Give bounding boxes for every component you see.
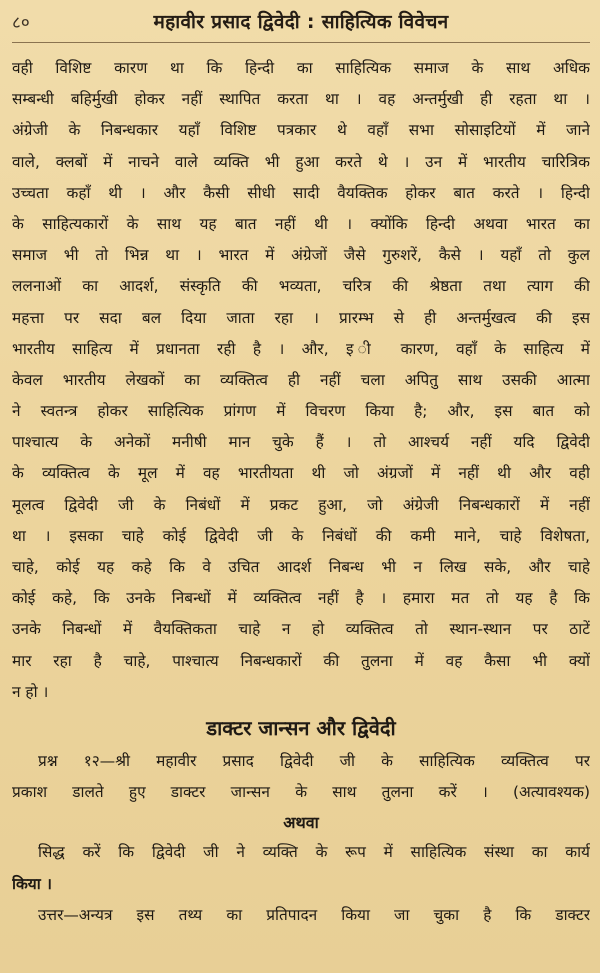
- body-text: [12, 53, 590, 931]
- or-label: अथवा: [283, 813, 319, 833]
- section-heading: डाक्टर जान्सन और द्विवेदी: [206, 715, 396, 740]
- paragraph-line: उनके निबन्धों में वैयक्तिकता चाहे न हो व्यक्तित्व तो स्थान-स्थान पर ठाटें: [12, 620, 590, 639]
- page-header: [12, 8, 590, 43]
- paragraph-line: सम्बन्धी बहिर्मुखी होकर नहीं स्थापित करता था । वह अन्तर्मुखी ही रहता था ।: [12, 90, 590, 109]
- alternate-question-line-2: किया ।: [12, 874, 52, 893]
- paragraph-line: के साहित्यकारों के साथ यह बात नहीं थी । क्योंकि हिन्दी अथवा भारत का: [12, 214, 590, 233]
- paragraph-line: मूलत्व द्विवेदी जी के निबंधों में प्रकट हुआ, जो अंग्रेजी निबन्धकारों में नहीं: [12, 495, 590, 514]
- paragraph-line: अंग्रेजी के निबन्धकार यहाँ विशिष्ट पत्रकार थे वहाँ सभा सोसाइटियों में जाने: [12, 121, 590, 140]
- paragraph-line: भारतीय साहित्य में प्रधानता रही है । और, इ ी कारण, वहाँ के साहित्य में: [12, 339, 590, 358]
- running-head: महावीर प्रसाद द्विवेदी : साहित्यिक विवेचन: [153, 11, 449, 33]
- main-paragraph: [12, 53, 590, 708]
- paragraph-line: के व्यक्तित्व के मूल में वह भारतीयता थी जो अंग्रजों में नहीं थी और वही: [12, 464, 590, 483]
- paragraph-line: था । इसका चाहे कोई द्विवेदी जी के निबंधों की कमी माने, चाहे विशेषता,: [12, 526, 590, 545]
- question-line-1: प्रश्न १२—श्री महावीर प्रसाद द्विवेदी जी के साहित्यिक व्यक्तित्व पर: [38, 751, 590, 770]
- question-line-2: प्रकाश डालते हुए डाक्टर जान्सन के साथ तुलना करें । (अत्यावश्यक): [12, 783, 590, 802]
- paragraph-line: ललनाओं का आदर्श, संस्कृति की भव्यता, चरित्र की श्रेष्ठता तथा त्याग की: [12, 277, 590, 296]
- paragraph-line: महत्ता पर सदा बल दिया जाता रहा । प्रारम्भ से ही अन्तर्मुखत्व की इस: [12, 308, 590, 327]
- paragraph-line: केवल भारतीय लेखकों का व्यक्तित्व ही नहीं चला अपितु साथ उसकी आत्मा: [12, 370, 590, 389]
- paragraph-line: वाले, क्लबों में नाचने वाले व्यक्ति भी हुआ करते थे । उन में भारतीय चारित्रिक: [12, 152, 590, 171]
- paragraph-line: ने स्वतन्त्र होकर साहित्यिक प्रांगण में विचरण किया है; और, इस बात को: [12, 402, 590, 421]
- paragraph-line: वही विशिष्ट कारण था कि हिन्दी का साहित्यिक समाज के साथ अधिक: [12, 59, 590, 77]
- page-number: ८०: [12, 13, 30, 33]
- paragraph-line: कोई कहे, कि उनके निबन्धों में व्यक्तित्व नहीं है । हमारा मत तो यह है कि: [12, 589, 590, 608]
- paragraph-line: पाश्चात्य के अनेकों मनीषी मान चुके हैं । तो आश्चर्य नहीं यदि द्विवेदी: [12, 433, 590, 452]
- paragraph-line: न हो ।: [12, 682, 49, 701]
- answer-line: उत्तर—अन्यत्र इस तथ्य का प्रतिपादन किया जा चुका है कि डाक्टर: [38, 905, 590, 924]
- paragraph-line: उच्चता कहाँ थी । और कैसी सीधी सादी वैयक्तिक होकर बात करते । हिन्दी: [12, 183, 590, 202]
- paragraph-line: चाहे, कोई यह कहे कि वे उचित आदर्श निबन्ध भी न लिख सके, और चाहे: [12, 558, 590, 576]
- alternate-question-line-1: सिद्ध करें कि द्विवेदी जी ने व्यक्ति के रूप में साहित्यिक संस्था का कार्य: [38, 843, 590, 862]
- paragraph-line: मार रहा है चाहे, पाश्चात्य निबन्धकारों की तुलना में वह कैसा भी क्यों: [12, 651, 590, 670]
- paragraph-line: समाज भी तो भिन्न था । भारत में अंग्रेजों जैसे गुरुशरें, कैसे । यहाँ तो कुल: [12, 246, 590, 265]
